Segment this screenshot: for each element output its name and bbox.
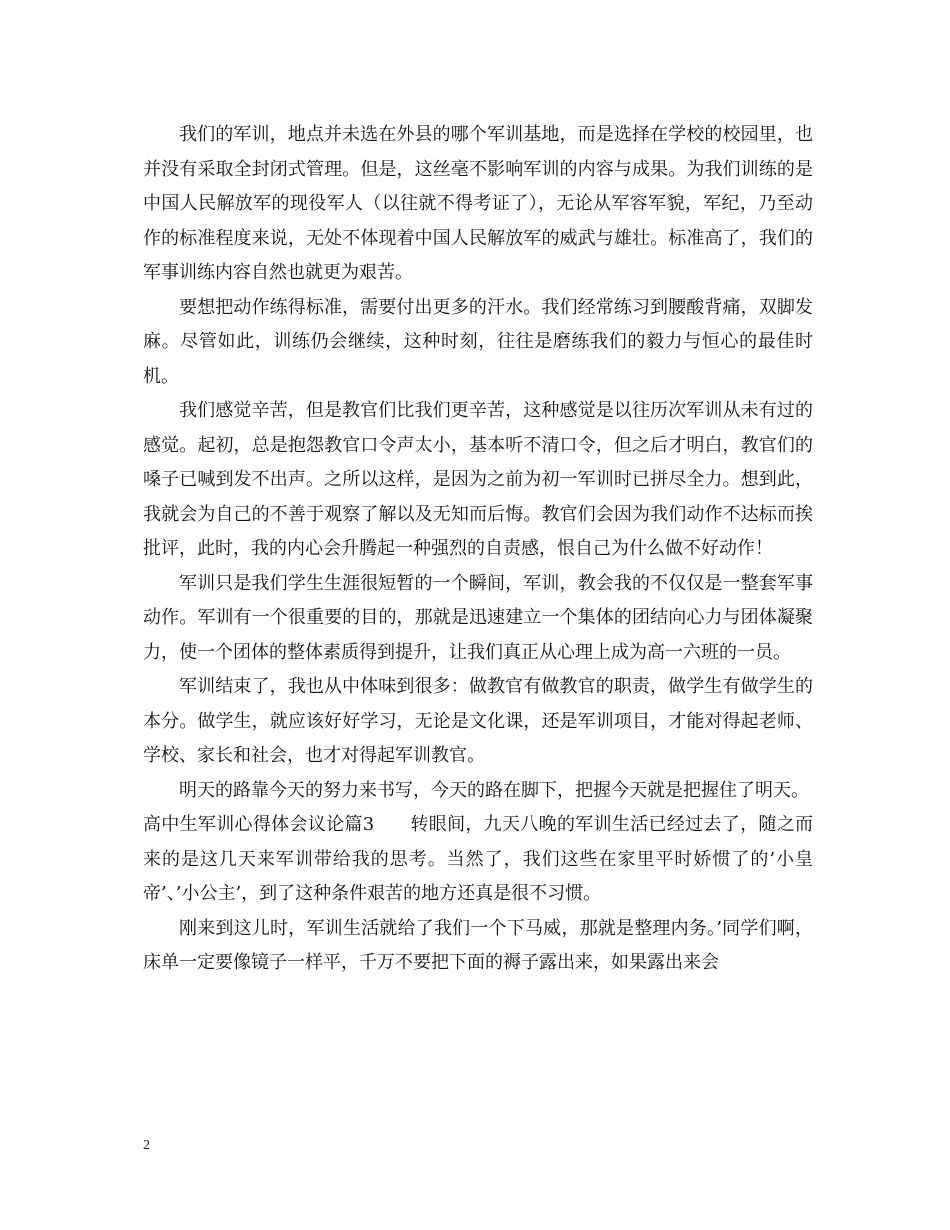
paragraph-6: 明天的路靠今天的努力来书写，今天的路在脚下，把握今天就是把握住了明天。 bbox=[179, 779, 809, 801]
section-paragraph bbox=[143, 808, 813, 912]
paragraph-2: 要想把动作练得标准，需要付出更多的汗水。我们经常练习到腰酸背痛，双脚发麻。尽管如此，训练仍会继续，这种时刻，往往是磨练我们的毅力与恒心的最佳时机。 bbox=[143, 296, 813, 387]
section-text: 转眼间，九天八晚的军训生活已经过去了，随之而来的是这几天来军训带给我的思考。当然了，我们这些在家里平时娇惯了的’小皇帝’、’小公主’，到了这种条件艰苦的地方还真是很不习惯。 bbox=[143, 814, 814, 904]
section-heading: 高中生军训心得体会议论篇3 bbox=[143, 814, 375, 835]
paragraph-last: 刚来到这儿时，军训生活就给了我们一个下马威，那就是整理内务。’同学们啊，床单一定要像镜子一样平，千万不要把下面的褥子露出来，如果露出来会 bbox=[143, 917, 813, 973]
page-number: 2 bbox=[143, 1138, 150, 1153]
paragraph-3: 我们感觉辛苦，但是教官们比我们更辛苦，这种感觉是以往历次军训从未有过的感觉。起初，总是抱怨教官口令声太小，基本听不清口令，但之后才明白，教官们的嗓子已喊到发不出声。之所以这样，是因为之前为初一军训时已拼尽全力。想到此，我就会为自己的不善于观察了解以及无知而后悔。教官们会因为我们动作不达标而挨批评，此时，我的内心会升腾起一种强烈的自责感，恨自己为什么做不好动作！ bbox=[143, 400, 813, 559]
paragraph-5: 军训结束了，我也从中体味到很多：做教官有做教官的职责，做学生有做学生的本分。做学生，就应该好好学习，无论是文化课，还是军训项目，才能对得起老师、学校、家长和社会，也才对得起军训教官。 bbox=[143, 676, 813, 766]
document-body bbox=[143, 118, 813, 981]
paragraph-4: 军训只是我们学生生涯很短暂的一个瞬间，军训，教会我的不仅仅是一整套军事动作。军训有一个很重要的目的，那就是迅速建立一个集体的团结向心力与团体凝聚力，使一个团体的整体素质得到提升，让我们真正从心理上成为高一六班的一员。 bbox=[143, 572, 813, 663]
paragraph-1: 我们的军训，地点并未选在外县的哪个军训基地，而是选择在学校的校园里，也并没有采取全封闭式管理。但是，这丝毫不影响军训的内容与成果。为我们训练的是中国人民解放军的现役军人（以往就不得考证了），无论从军容军貌，军纪，乃至动作的标准程度来说，无处不体现着中国人民解放军的威武与雄壮。标准高了，我们的军事训练内容自然也就更为艰苦。 bbox=[143, 124, 813, 283]
